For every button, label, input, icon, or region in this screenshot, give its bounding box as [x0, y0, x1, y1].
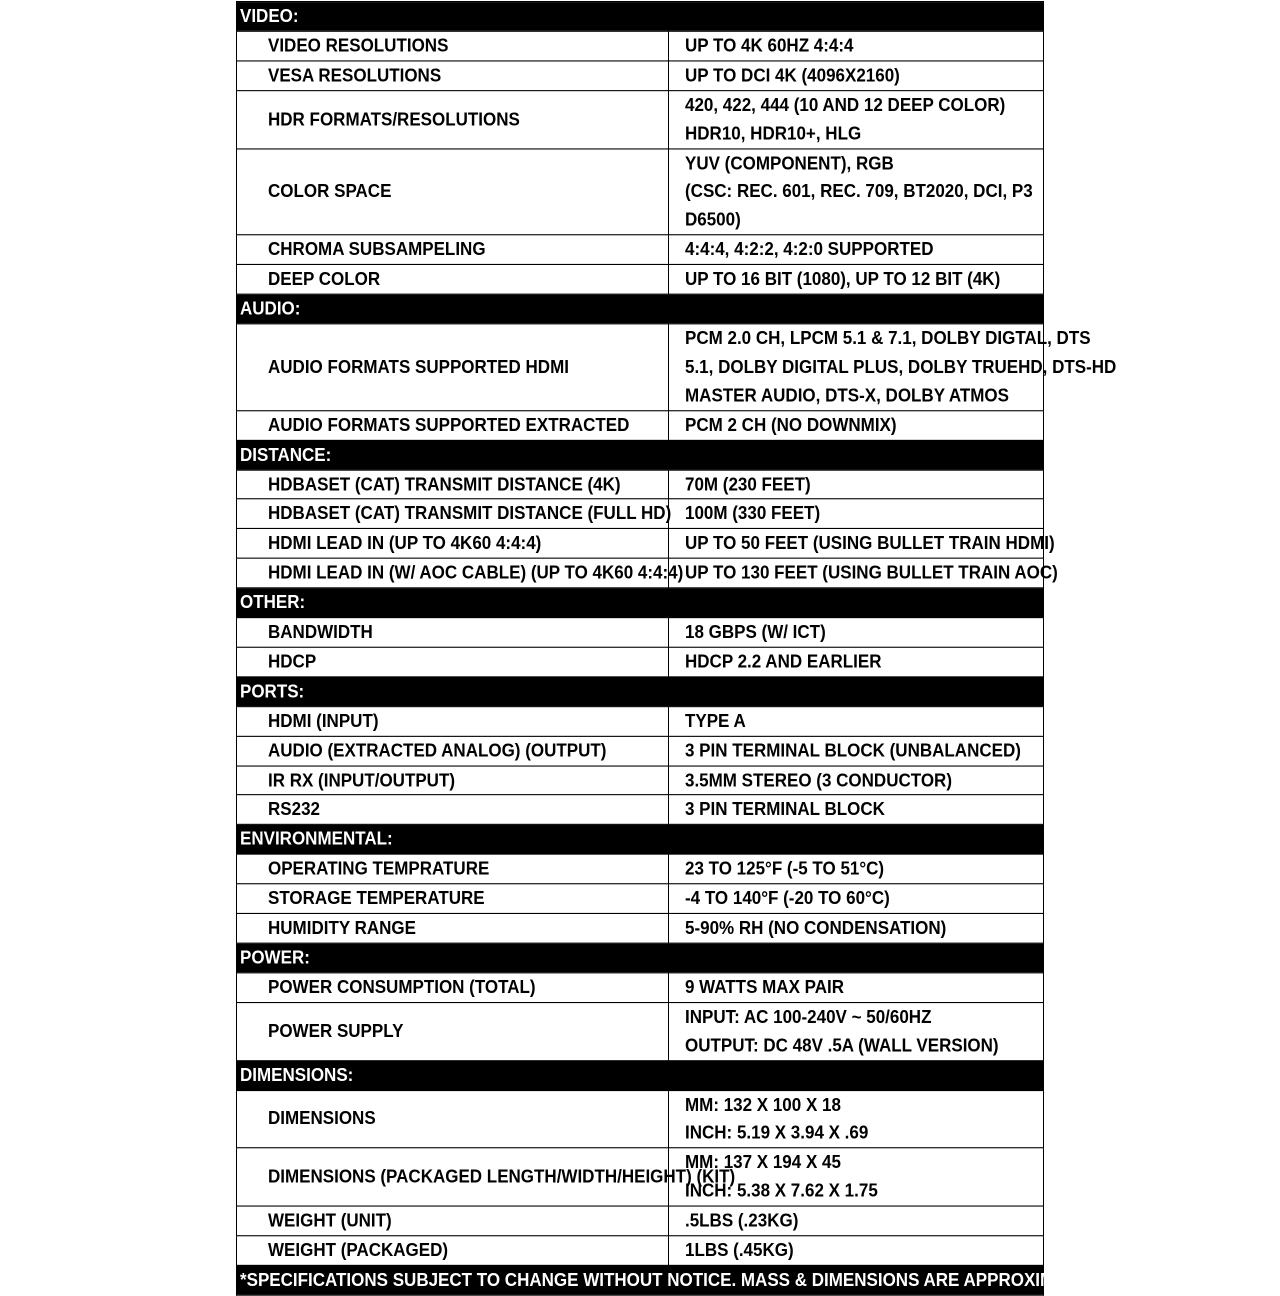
- spec-label: DIMENSIONS (PACKAGED LENGTH/WIDTH/HEIGHT) (KIT): [237, 1148, 669, 1206]
- spec-row: [237, 265, 1044, 295]
- spec-row: [237, 499, 1044, 529]
- spec-value: [669, 410, 1044, 440]
- spec-row: [237, 410, 1044, 440]
- section-title: DISTANCE:: [237, 440, 1044, 470]
- spec-value-line: 4:4:4, 4:2:2, 4:2:0 SUPPORTED: [685, 238, 934, 260]
- spec-row: [237, 973, 1044, 1003]
- spec-label: WEIGHT (UNIT): [237, 1206, 669, 1236]
- spec-label: AUDIO FORMATS SUPPORTED HDMI: [237, 324, 669, 411]
- spec-label: POWER CONSUMPTION (TOTAL): [237, 973, 669, 1003]
- spec-label: RS232: [237, 795, 669, 825]
- spec-value: [669, 148, 1044, 235]
- section-title: DIMENSIONS:: [237, 1060, 1044, 1090]
- spec-row: [237, 1090, 1044, 1148]
- spec-row: [237, 914, 1044, 944]
- spec-table-body: [237, 2, 1117, 1266]
- spec-value-line: 23 TO 125°F (-5 TO 51°C): [685, 858, 885, 880]
- spec-value-line: INPUT: AC 100-240V ~ 50/60HZ: [685, 1006, 932, 1028]
- spec-value-line: 18 GBPS (W/ ICT): [685, 621, 826, 643]
- spec-label: HUMIDITY RANGE: [237, 914, 669, 944]
- footer-row: [237, 1265, 1044, 1295]
- spec-value-line: INCH: 5.19 X 3.94 X .69: [685, 1122, 869, 1144]
- spec-value-line: .5LBS (.23KG): [685, 1210, 799, 1231]
- spec-row: [237, 1002, 1044, 1060]
- spec-value: [669, 61, 1044, 91]
- spec-row: [237, 766, 1044, 796]
- spec-value: [669, 1148, 1044, 1206]
- spec-value: [669, 235, 1044, 265]
- spec-row: [237, 61, 1044, 91]
- spec-label: IR RX (INPUT/OUTPUT): [237, 766, 669, 796]
- spec-row: [237, 1206, 1044, 1236]
- spec-value-line: 5-90% RH (NO CONDENSATION): [685, 917, 947, 939]
- spec-value: [669, 795, 1044, 825]
- spec-value: [669, 90, 1044, 148]
- spec-value: [669, 973, 1044, 1003]
- spec-value: [669, 647, 1044, 677]
- spec-label: WEIGHT (PACKAGED): [237, 1236, 669, 1266]
- spec-value-line: 9 WATTS MAX PAIR: [685, 976, 844, 998]
- spec-label: POWER SUPPLY: [237, 1002, 669, 1060]
- spec-label: COLOR SPACE: [237, 148, 669, 235]
- section-header-row: [237, 440, 1044, 470]
- section-header-row: [237, 588, 1044, 618]
- spec-value-line: 70M (230 FEET): [685, 473, 811, 495]
- spec-row: [237, 148, 1044, 235]
- spec-label: AUDIO FORMATS SUPPORTED EXTRACTED: [237, 410, 669, 440]
- spec-label: HDBASET (CAT) TRANSMIT DISTANCE (4K): [237, 470, 669, 500]
- spec-label: DEEP COLOR: [237, 265, 669, 295]
- spec-value: [669, 914, 1044, 944]
- spec-label: HDBASET (CAT) TRANSMIT DISTANCE (FULL HD): [237, 499, 669, 529]
- section-header-row: [237, 677, 1044, 707]
- spec-row: [237, 1148, 1044, 1206]
- spec-value-line: HDR10, HDR10+, HLG: [685, 122, 862, 144]
- spec-label: BANDWIDTH: [237, 618, 669, 648]
- spec-value-line: 1LBS (.45KG): [685, 1239, 794, 1261]
- section-header-row: [237, 825, 1044, 855]
- spec-value-line: MM: 132 X 100 X 18: [685, 1093, 841, 1115]
- spec-label: HDMI LEAD IN (W/ AOC CABLE) (UP TO 4K60 4:4:4): [237, 558, 669, 588]
- spec-value-line: INCH: 5.38 X 7.62 X 1.75: [685, 1180, 878, 1202]
- spec-row: [237, 706, 1044, 736]
- spec-value-line: MM: 137 X 194 X 45: [685, 1151, 841, 1173]
- spec-row: [237, 90, 1044, 148]
- spec-value: [669, 1090, 1044, 1148]
- spec-value: [669, 1002, 1044, 1060]
- spec-value: [669, 558, 1058, 588]
- section-title: AUDIO:: [237, 294, 1044, 324]
- spec-table: [236, 1, 1117, 1296]
- spec-value-line: PCM 2 CH (NO DOWNMIX): [685, 414, 897, 436]
- spec-row: [237, 854, 1044, 884]
- section-title: VIDEO:: [237, 2, 1044, 32]
- spec-row: [237, 558, 1044, 588]
- section-title: PORTS:: [237, 677, 1044, 707]
- section-title: POWER:: [237, 943, 1044, 973]
- section-header-row: [237, 2, 1044, 32]
- spec-label: VESA RESOLUTIONS: [237, 61, 669, 91]
- section-header-row: [237, 294, 1044, 324]
- spec-row: [237, 324, 1044, 411]
- spec-row: [237, 1236, 1044, 1266]
- spec-value-line: 5.1, DOLBY DIGITAL PLUS, DOLBY TRUEHD, DTS-HD: [685, 356, 1117, 378]
- spec-value-line: 3.5MM STEREO (3 CONDUCTOR): [685, 769, 952, 791]
- spec-row: [237, 736, 1044, 766]
- spec-label: CHROMA SUBSAMPELING: [237, 235, 669, 265]
- spec-value-line: MASTER AUDIO, DTS-X, DOLBY ATMOS: [685, 384, 1009, 406]
- spec-value: [669, 31, 1044, 61]
- spec-label: HDMI (INPUT): [237, 706, 669, 736]
- spec-label: DIMENSIONS: [237, 1090, 669, 1148]
- spec-value-line: UP TO 50 FEET (USING BULLET TRAIN HDMI): [685, 532, 1055, 554]
- spec-value-line: UP TO 130 FEET (USING BULLET TRAIN AOC): [685, 562, 1058, 584]
- spec-value-line: (CSC: REC. 601, REC. 709, BT2020, DCI, P3: [685, 180, 1033, 202]
- spec-value: [669, 854, 1044, 884]
- spec-value-line: UP TO 4K 60HZ 4:4:4: [685, 34, 854, 56]
- spec-value: [669, 529, 1055, 559]
- spec-row: [237, 884, 1044, 914]
- spec-row: [237, 470, 1044, 500]
- section-title: ENVIRONMENTAL:: [237, 825, 1044, 855]
- spec-row: [237, 647, 1044, 677]
- spec-value-line: OUTPUT: DC 48V .5A (WALL VERSION): [685, 1034, 999, 1056]
- spec-row: [237, 235, 1044, 265]
- spec-label: VIDEO RESOLUTIONS: [237, 31, 669, 61]
- spec-value-line: D6500): [685, 209, 741, 231]
- spec-row: [237, 31, 1044, 61]
- spec-value-line: 420, 422, 444 (10 AND 12 DEEP COLOR): [685, 94, 1006, 116]
- spec-value: [669, 499, 1044, 529]
- section-header-row: [237, 1060, 1044, 1090]
- spec-value: [669, 884, 1044, 914]
- spec-value-line: YUV (COMPONENT), RGB: [685, 152, 894, 174]
- spec-value-line: 100M (330 FEET): [685, 503, 821, 524]
- spec-value-line: 3 PIN TERMINAL BLOCK: [685, 799, 885, 820]
- spec-label: OPERATING TEMPRATURE: [237, 854, 669, 884]
- spec-value: [669, 470, 1044, 500]
- spec-value: [669, 1206, 1044, 1236]
- spec-label: HDCP: [237, 647, 669, 677]
- spec-value-line: PCM 2.0 CH, LPCM 5.1 & 7.1, DOLBY DIGTAL, DTS: [685, 327, 1091, 349]
- spec-value: [669, 265, 1044, 295]
- spec-label: HDR FORMATS/RESOLUTIONS: [237, 90, 669, 148]
- spec-value: [669, 618, 1044, 648]
- spec-label: HDMI LEAD IN (UP TO 4K60 4:4:4): [237, 529, 669, 559]
- spec-value-line: TYPE A: [685, 710, 746, 732]
- spec-value: [669, 706, 1044, 736]
- spec-label: STORAGE TEMPERATURE: [237, 884, 669, 914]
- spec-value-line: HDCP 2.2 AND EARLIER: [685, 651, 882, 672]
- spec-value-line: UP TO 16 BIT (1080), UP TO 12 BIT (4K): [685, 268, 1001, 290]
- section-title: OTHER:: [237, 588, 1044, 618]
- spec-value: [669, 766, 1044, 796]
- spec-row: [237, 795, 1044, 825]
- spec-value-line: -4 TO 140°F (-20 TO 60°C): [685, 887, 890, 909]
- spec-value: [669, 736, 1044, 766]
- spec-row: [237, 529, 1044, 559]
- spec-value-line: 3 PIN TERMINAL BLOCK (UNBALANCED): [685, 739, 1021, 761]
- spec-value: [669, 1236, 1044, 1266]
- spec-value-line: UP TO DCI 4K (4096X2160): [685, 64, 900, 86]
- footer-note: *SPECIFICATIONS SUBJECT TO CHANGE WITHOUT NOTICE. MASS & DIMENSIONS ARE APPROXIMATE: [237, 1265, 1044, 1295]
- spec-value: [669, 324, 1117, 411]
- spec-label: AUDIO (EXTRACTED ANALOG) (OUTPUT): [237, 736, 669, 766]
- spec-row: [237, 618, 1044, 648]
- section-header-row: [237, 943, 1044, 973]
